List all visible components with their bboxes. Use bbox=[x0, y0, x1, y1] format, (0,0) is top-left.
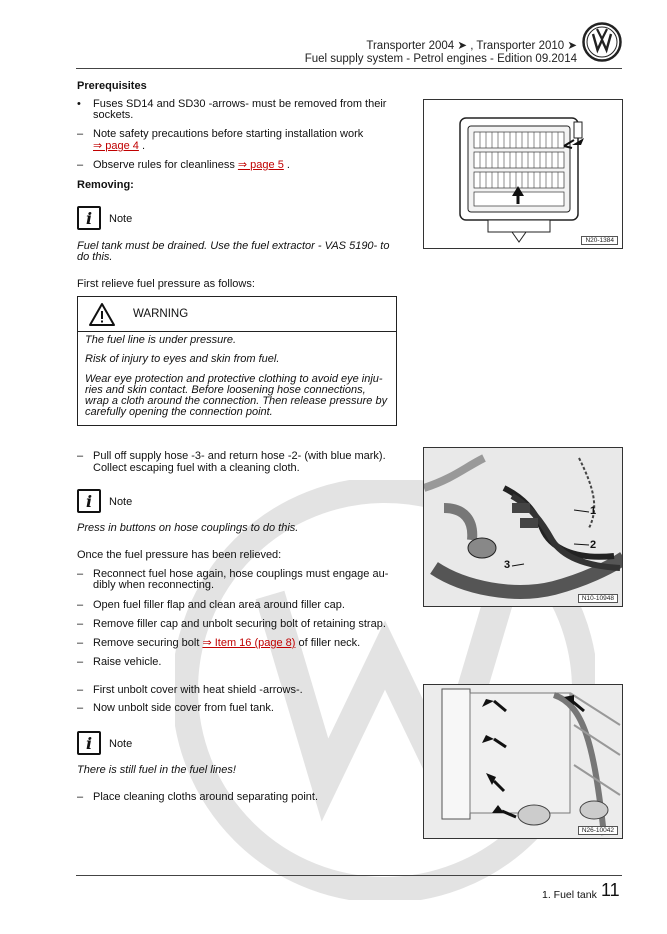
warning-text: carefully opening the connection point. bbox=[85, 406, 273, 418]
prerequisites-heading: Prerequisites bbox=[77, 80, 147, 92]
relieved-intro: Once the fuel pressure has been relieved: bbox=[77, 549, 282, 561]
warning-divider bbox=[78, 331, 396, 332]
warning-text: ries and skin contact. Before loosening hose connections, bbox=[85, 384, 366, 396]
warning-title: WARNING bbox=[133, 308, 189, 320]
callout-2: 2 bbox=[590, 539, 597, 551]
dash-marker: – bbox=[77, 702, 84, 714]
list-item-text: dibly when reconnecting. bbox=[93, 579, 215, 591]
warning-box bbox=[77, 296, 397, 426]
item-link[interactable]: ⇒ Item 16 (page 8) bbox=[202, 637, 296, 649]
list-item-text: Note safety precautions before starting installation work bbox=[93, 128, 364, 140]
list-item-text: Fuses SD14 and SD30 -arrows- must be removed from their bbox=[93, 98, 387, 110]
note-label: Note bbox=[109, 213, 133, 225]
hose-couplings-illustration bbox=[424, 448, 623, 607]
callout-1: 1 bbox=[590, 505, 597, 517]
list-item-text: First unbolt cover with heat shield -arrows-. bbox=[93, 684, 303, 696]
warning-triangle-icon bbox=[88, 302, 116, 327]
warning-text: wrap a cloth around the connection. Then release pressure by bbox=[85, 395, 388, 407]
fuse-box-illustration bbox=[424, 100, 623, 249]
bullet-marker: • bbox=[77, 98, 81, 110]
figure-code: N10-10948 bbox=[578, 594, 618, 603]
link-suffix: . bbox=[283, 159, 290, 171]
relieve-intro: First relieve fuel pressure as follows: bbox=[77, 278, 255, 290]
list-item-text: Reconnect fuel hose again, hose couplings must engage au- bbox=[93, 568, 389, 580]
figure-code: N26-10042 bbox=[578, 826, 618, 835]
dash-marker: – bbox=[77, 159, 84, 171]
link-prefix: Observe rules for cleanliness bbox=[93, 159, 238, 171]
list-item bbox=[77, 128, 407, 152]
list-item-text: Raise vehicle. bbox=[93, 656, 162, 668]
note-text: Press in buttons on hose couplings to do this. bbox=[77, 522, 299, 534]
list-item bbox=[77, 618, 407, 630]
list-item bbox=[77, 159, 407, 171]
dash-marker: – bbox=[77, 128, 84, 140]
list-item-text bbox=[93, 637, 360, 649]
dash-marker: – bbox=[77, 684, 84, 696]
note-label: Note bbox=[109, 496, 133, 508]
figure-hose-couplings bbox=[423, 447, 623, 607]
list-item bbox=[77, 599, 407, 611]
warning-text: Wear eye protection and protective clothing to avoid eye inju- bbox=[85, 373, 383, 385]
dash-marker: – bbox=[77, 637, 84, 649]
heat-shield-illustration bbox=[424, 685, 623, 839]
list-item bbox=[77, 637, 407, 649]
link-prefix: Remove securing bolt bbox=[93, 637, 203, 649]
figure-fuse-box bbox=[423, 99, 623, 249]
info-icon: i bbox=[77, 489, 101, 513]
list-item-text: sockets. bbox=[93, 109, 134, 121]
header-rule bbox=[76, 68, 622, 69]
dash-marker: – bbox=[77, 791, 84, 803]
info-icon: i bbox=[77, 731, 101, 755]
list-item-text bbox=[93, 159, 290, 171]
list-item bbox=[77, 568, 407, 592]
header-model-line: Transporter 2004 ➤ , Transporter 2010 ➤ bbox=[366, 40, 577, 52]
note-text: Fuel tank must be drained. Use the fuel extractor - VAS 5190- to bbox=[77, 240, 390, 252]
list-item bbox=[77, 450, 407, 474]
list-item bbox=[77, 791, 407, 803]
link-suffix: of filler neck. bbox=[295, 637, 361, 649]
list-item bbox=[77, 684, 407, 696]
list-item-text: Now unbolt side cover from fuel tank. bbox=[93, 702, 274, 714]
list-item bbox=[77, 98, 407, 122]
link-suffix: . bbox=[138, 140, 146, 152]
warning-text: Risk of injury to eyes and skin from fuel. bbox=[85, 353, 280, 365]
list-item bbox=[77, 656, 407, 668]
page-link[interactable]: ⇒ page 4 bbox=[93, 140, 139, 152]
dash-marker: – bbox=[77, 656, 84, 668]
dash-marker: – bbox=[77, 599, 84, 611]
info-icon: i bbox=[77, 206, 101, 230]
note-text: There is still fuel in the fuel lines! bbox=[77, 764, 236, 776]
figure-heat-shield bbox=[423, 684, 623, 839]
note-text: do this. bbox=[77, 251, 113, 263]
callout-3: 3 bbox=[504, 559, 511, 571]
footer-rule bbox=[76, 875, 622, 876]
dash-marker: – bbox=[77, 568, 84, 580]
footer-chapter: 1. Fuel tank bbox=[542, 889, 597, 901]
list-item bbox=[77, 702, 407, 714]
list-item-text: Collect escaping fuel with a cleaning cloth. bbox=[93, 462, 300, 474]
figure-code: N20-1384 bbox=[581, 236, 618, 245]
list-item-text: Place cleaning cloths around separating point. bbox=[93, 791, 319, 803]
list-item-text: Remove filler cap and unbolt securing bolt of retaining strap. bbox=[93, 618, 386, 630]
removing-heading: Removing: bbox=[77, 179, 134, 191]
list-item-text: Pull off supply hose -3- and return hose -2- (with blue mark). bbox=[93, 450, 386, 462]
dash-marker: – bbox=[77, 618, 84, 630]
page-number: 11 bbox=[601, 880, 620, 900]
header-manual-title: Fuel supply system - Petrol engines - Edition 09.2014 bbox=[304, 53, 577, 65]
list-item-text-line2 bbox=[93, 140, 145, 152]
page-link[interactable]: ⇒ page 5 bbox=[237, 159, 284, 171]
note-label: Note bbox=[109, 738, 133, 750]
dash-marker: – bbox=[77, 450, 84, 462]
warning-text: The fuel line is under pressure. bbox=[85, 334, 237, 346]
list-item-text: Open fuel filler flap and clean area around filler cap. bbox=[93, 599, 345, 611]
vw-logo-icon bbox=[582, 22, 622, 62]
